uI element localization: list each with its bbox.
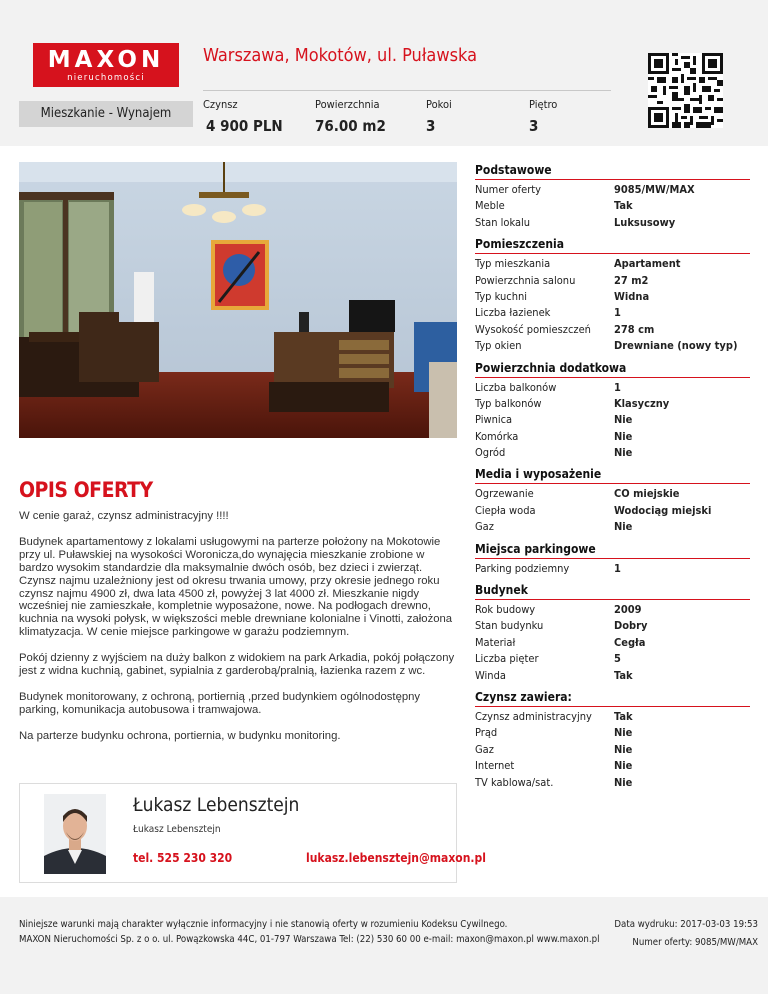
detail-row [475, 412, 750, 428]
detail-row [475, 618, 750, 634]
stat-rent [203, 98, 283, 136]
detail-row [475, 273, 750, 289]
description-paragraph: Na parterze budynku ochrona, portiernia, w budynku monitoring. [19, 729, 341, 742]
detail-row [475, 725, 750, 741]
property-address: Warszawa, Mokotów, ul. Puławska [203, 45, 477, 66]
details-sidebar [475, 163, 750, 797]
logo-tagline: nieruchomości [67, 73, 145, 83]
detail-row [475, 519, 750, 535]
detail-value: Tak [614, 668, 633, 682]
stat-value: 4 900 PLN [206, 117, 283, 135]
detail-value: Klasyczny [614, 396, 670, 410]
agent-photo [44, 794, 106, 874]
detail-key: Gaz [475, 742, 494, 756]
detail-row [475, 322, 750, 338]
detail-key: Meble [475, 199, 505, 213]
detail-value: Tak [614, 199, 633, 213]
detail-value: Cegła [614, 635, 646, 649]
detail-key: Piwnica [475, 413, 513, 427]
section-title: Czynsz zawiera: [475, 690, 750, 707]
detail-row [475, 380, 750, 396]
detail-row [475, 742, 750, 758]
address-divider [203, 90, 611, 91]
detail-row [475, 215, 750, 231]
stat-label: Piętro [529, 98, 558, 111]
detail-row [475, 289, 750, 305]
stat-value: 76.00 m2 [315, 117, 386, 135]
detail-row [475, 198, 750, 214]
detail-row [475, 445, 750, 461]
footer-offer-number: Numer oferty: 9085/MW/MAX [632, 937, 758, 948]
detail-key: Ogrzewanie [475, 487, 534, 501]
section-title: Media i wyposażenie [475, 467, 750, 484]
detail-row [475, 602, 750, 618]
detail-key: Prąd [475, 726, 498, 740]
stat-label: Pokoi [426, 98, 452, 111]
detail-value: Dobry [614, 619, 648, 633]
section-utilities [475, 467, 750, 541]
footer-disclaimer: Niniejsze warunki mają charakter wyłącznie informacyjny i nie stanowią oferty w rozumieniu Kodeksu Cywilnego. [19, 919, 508, 930]
footer-band [0, 897, 768, 994]
detail-row [475, 182, 750, 198]
section-title: Pomieszczenia [475, 237, 750, 254]
detail-key: Liczba balkonów [475, 380, 557, 394]
footer-company-info: MAXON Nieruchomości Sp. z o o. ul. Powązkowska 44C, 01-797 Warszawa Tel: (22) 530 60 00 e-mail: maxon@maxon.pl www.maxon.pl [19, 934, 600, 945]
stat-label: Czynsz [203, 98, 238, 111]
agent-card [19, 783, 486, 883]
header-band [0, 0, 768, 146]
detail-value: Nie [614, 742, 633, 756]
section-parking [475, 542, 750, 583]
detail-key: Ciepła woda [475, 503, 536, 517]
detail-value: Apartament [614, 257, 681, 271]
section-building [475, 583, 750, 690]
detail-key: Winda [475, 668, 506, 682]
detail-value: Widna [614, 289, 650, 303]
detail-key: Typ okien [475, 339, 522, 353]
detail-value: 1 [614, 380, 621, 394]
detail-value: 5 [614, 652, 621, 666]
detail-key: Liczba łazienek [475, 306, 551, 320]
detail-key: Wysokość pomieszczeń [475, 322, 591, 336]
description-body [19, 510, 459, 756]
detail-key: Typ mieszkania [475, 257, 551, 271]
stat-value: 3 [529, 117, 539, 135]
detail-row [475, 503, 750, 519]
detail-value: Nie [614, 520, 633, 534]
stat-floor [529, 98, 557, 136]
description-paragraph: Budynek monitorowany, z ochroną, portiernią ,przed budynkiem ogólnodostępny parking, komunikacja autobusowa i tramwajowa. [19, 690, 421, 716]
detail-key: Stan lokalu [475, 215, 531, 229]
detail-row [475, 561, 750, 577]
detail-value: Wodociąg miejski [614, 503, 712, 517]
agent-email-link[interactable]: lukasz.lebensztejn@maxon.pl [306, 851, 486, 865]
detail-key: Komórka [475, 429, 519, 443]
description-paragraph: Budynek apartamentowy z lokalami usługowymi na parterze położony na Mokotowie przy ul. Puławskiej na wysokości Woronicza,do wynajęcia mieszkanie zrobione w bardzo wysokim standardzie dla maksymalnie dwóch osób, bez dzieci i zwierząt. Czynsz najmu uzależniony jest od okresu trwania umowy, przy okresie jednego roku czynsz najmu 4900 zł, dwa lata 4500 zł, powyżej 3 lat 4000 zł. Mieszkanie nigdy wcześniej nie zamieszkałe, kompletnie wyposażone, nowe. Na podłogach drewno, kuchnia na wysoki połysk, w większości meble drewniane kolonialne i Vinotti, założona klimatyzacja. W cenie miejsce parkingowe w garażu podziemnym. [19, 535, 453, 639]
agent-phone-link[interactable]: tel. 525 230 320 [133, 851, 233, 865]
detail-key: Materiał [475, 635, 516, 649]
detail-key: Typ kuchni [475, 289, 528, 303]
detail-value: Nie [614, 726, 633, 740]
detail-row [475, 775, 750, 791]
detail-key: Internet [475, 759, 515, 773]
detail-key: Typ balkonów [475, 396, 542, 410]
agent-subtitle: Łukasz Lebensztejn [133, 824, 221, 835]
detail-value: Nie [614, 413, 633, 427]
detail-value: Nie [614, 775, 633, 789]
logo-wordmark: MAXON [47, 47, 165, 73]
description-paragraph: Pokój dzienny z wyjściem na duży balkon z widokiem na park Arkadia, pokój połączony jest z widna kuchnią, gabinet, sypialnia z garderobą/pralnią, łazienka razem z wc. [19, 652, 455, 678]
qr-code-icon [648, 53, 723, 128]
detail-key: Ogród [475, 446, 506, 460]
detail-row [475, 305, 750, 321]
detail-key: Rok budowy [475, 603, 536, 617]
section-title: Budynek [475, 583, 750, 600]
stat-rooms [426, 98, 452, 136]
section-basic [475, 163, 750, 237]
detail-key: Numer oferty [475, 183, 542, 196]
detail-key: TV kablowa/sat. [475, 775, 554, 789]
detail-row [475, 396, 750, 412]
stat-value: 3 [426, 117, 436, 135]
detail-row [475, 338, 750, 354]
detail-key: Czynsz administracyjny [475, 709, 592, 723]
section-rooms [475, 237, 750, 360]
detail-value: Drewniane (nowy typ) [614, 339, 738, 353]
detail-value: Tak [614, 709, 633, 723]
detail-row [475, 709, 750, 725]
detail-value: Nie [614, 429, 633, 443]
detail-row [475, 758, 750, 774]
detail-value: 2009 [614, 603, 642, 617]
section-title: Podstawowe [475, 163, 750, 180]
section-title: Miejsca parkingowe [475, 542, 750, 559]
detail-row [475, 429, 750, 445]
detail-value: 1 [614, 561, 621, 575]
detail-value: 27 m2 [614, 273, 649, 287]
detail-key: Liczba pięter [475, 652, 539, 666]
detail-key: Parking podziemny [475, 561, 570, 575]
detail-value: 9085/MW/MAX [614, 183, 695, 196]
stat-area [315, 98, 386, 136]
stat-label: Powierzchnia [315, 98, 380, 111]
property-photo [19, 162, 457, 438]
footer-print-date: Data wydruku: 2017-03-03 19:53 [614, 919, 758, 930]
agent-name: Łukasz Lebensztejn [133, 794, 300, 816]
description-paragraph: W cenie garaż, czynsz administracyjny !!!! [19, 510, 229, 522]
offer-type-badge: Mieszkanie - Wynajem [19, 101, 193, 127]
detail-row [475, 256, 750, 272]
detail-value: Nie [614, 759, 633, 773]
detail-row [475, 651, 750, 667]
detail-row [475, 668, 750, 684]
detail-row [475, 486, 750, 502]
section-rent-includes [475, 690, 750, 797]
detail-key: Gaz [475, 520, 494, 534]
detail-value: 1 [614, 306, 621, 320]
section-extra-space [475, 361, 750, 468]
detail-key: Stan budynku [475, 619, 544, 633]
description-title: OPIS OFERTY [19, 478, 153, 502]
maxon-logo [33, 43, 179, 87]
detail-key: Powierzchnia salonu [475, 273, 576, 287]
detail-value: Luksusowy [614, 215, 676, 229]
detail-value: Nie [614, 446, 633, 460]
detail-row [475, 635, 750, 651]
detail-value: CO miejskie [614, 487, 680, 501]
section-title: Powierzchnia dodatkowa [475, 361, 750, 378]
detail-value: 278 cm [614, 322, 655, 336]
